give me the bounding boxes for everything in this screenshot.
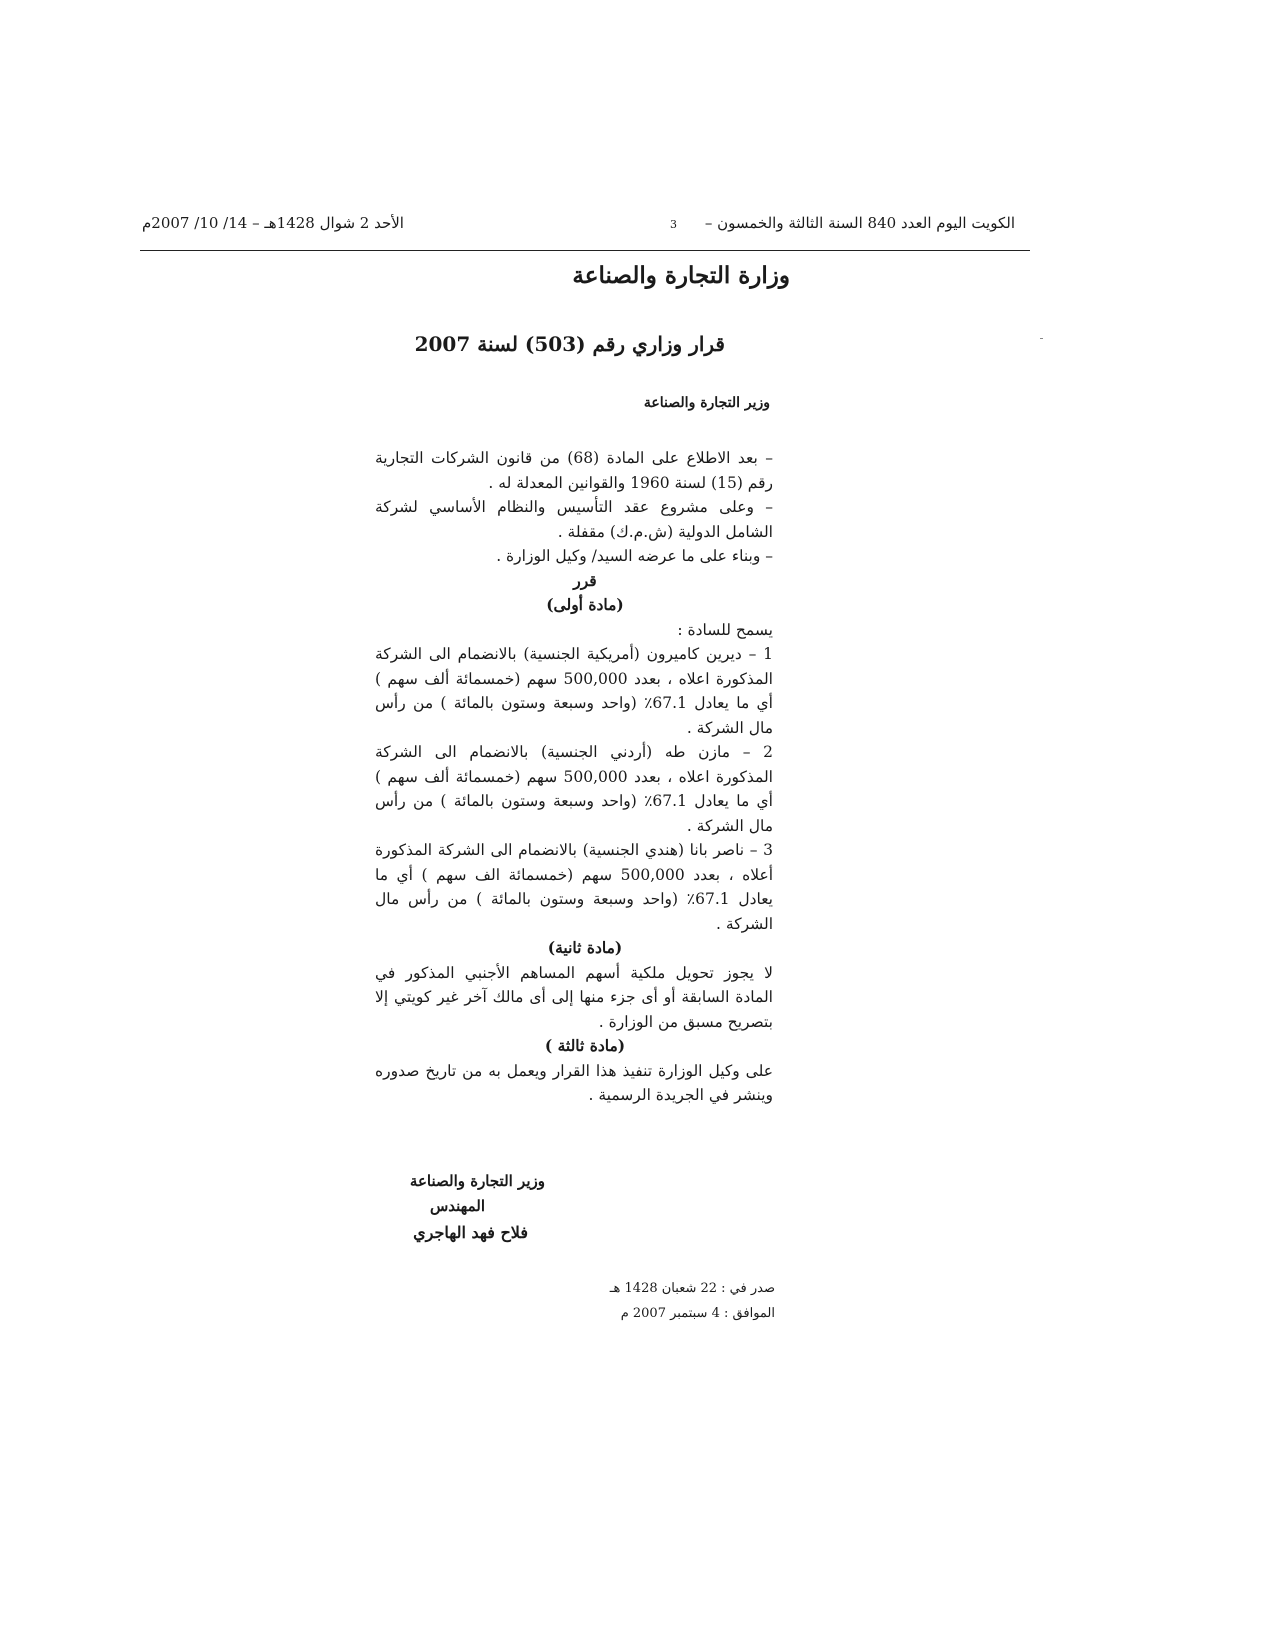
signature-name: فلاح فهد الهاجري bbox=[413, 1223, 528, 1242]
preamble-clause-2: – وعلى مشروع عقد التأسيس والنظام الأساسي لشركة الشامل الدولية (ش.م.ك) مقفلة . bbox=[375, 498, 773, 541]
preamble-clause-3: – وبناء على ما عرضه السيد/ وكيل الوزارة . bbox=[496, 547, 773, 565]
article-1-item-2: 2 – مازن طه (أردني الجنسية) بالانضمام الى الشركة المذكورة اعلاه ، بعدد 500,000 سهم (خمسمائة ألف سهم ) أي ما يعادل 67.1٪ (واحد وسبعة وستون بالمائة ) من رأس مال الشركة . bbox=[375, 743, 773, 835]
header-rule bbox=[140, 250, 1030, 251]
article-3-text: على وكيل الوزارة تنفيذ هذا القرار ويعمل به من تاريخ صدوره وينشر في الجريدة الرسمية . bbox=[375, 1061, 773, 1104]
article-2-heading: (مادة ثانية) bbox=[547, 938, 623, 957]
gazette-header-date: الأحد 2 شوال 1428هـ – 14/ 10/ 2007م bbox=[142, 214, 404, 232]
signature-title: وزير التجارة والصناعة bbox=[409, 1172, 545, 1190]
decided-heading: قرر bbox=[573, 570, 597, 590]
article-2-text: لا يجوز تحويل ملكية أسهم المساهم الأجنبي المذكور في المادة السابقة أو أى جزء منها إلى أى مالك آخر غير كويتي إلا بتصريح مسبق من الوزارة . bbox=[375, 963, 773, 1031]
issued-hijri-date: صدر في : 22 شعبان 1428 هـ bbox=[609, 1281, 775, 1296]
decree-title: قرار وزاري رقم (503) لسنة 2007 bbox=[414, 332, 725, 356]
article-1-item-1: 1 – ديرين كاميرون (أمريكية الجنسية) بالانضمام الى الشركة المذكورة اعلاه ، بعدد 500,000 سهم (خمسمائة ألف سهم ) أي ما يعادل 67.1٪ (واحد وسبعة وستون بالمائة ) من رأس مال الشركة . bbox=[375, 645, 773, 737]
issuer-line: وزير التجارة والصناعة bbox=[643, 395, 770, 411]
signature-rank: المهندس bbox=[429, 1197, 485, 1215]
article-1-heading: (مادة أولى) bbox=[546, 595, 624, 614]
ministry-heading: وزارة التجارة والصناعة bbox=[572, 262, 790, 289]
issued-gregorian-date: الموافق : 4 سبتمبر 2007 م bbox=[620, 1306, 775, 1321]
page-number: 3 bbox=[670, 218, 677, 231]
decree-body bbox=[375, 446, 795, 1108]
article-1-item-3: 3 – ناصر بانا (هندي الجنسية) بالانضمام الى الشركة المذكورة أعلاه ، بعدد 500,000 سهم (خمسمائة الف سهم ) أي ما يعادل 67.1٪ (واحد وسبعة وستون بالمائة ) من رأس مال الشركة . bbox=[375, 841, 773, 933]
preamble-clause-1: – بعد الاطلاع على المادة (68) من قانون الشركات التجارية رقم (15) لسنة 1960 والقوانين المعدلة له . bbox=[375, 449, 774, 492]
article-3-heading: (مادة ثالثة ) bbox=[544, 1036, 626, 1055]
gazette-header-issue: الكويت اليوم العدد 840 السنة الثالثة والخمسون – bbox=[704, 214, 1015, 232]
scan-speck bbox=[1040, 338, 1043, 339]
article-1-intro: يسمح للسادة : bbox=[677, 620, 773, 639]
